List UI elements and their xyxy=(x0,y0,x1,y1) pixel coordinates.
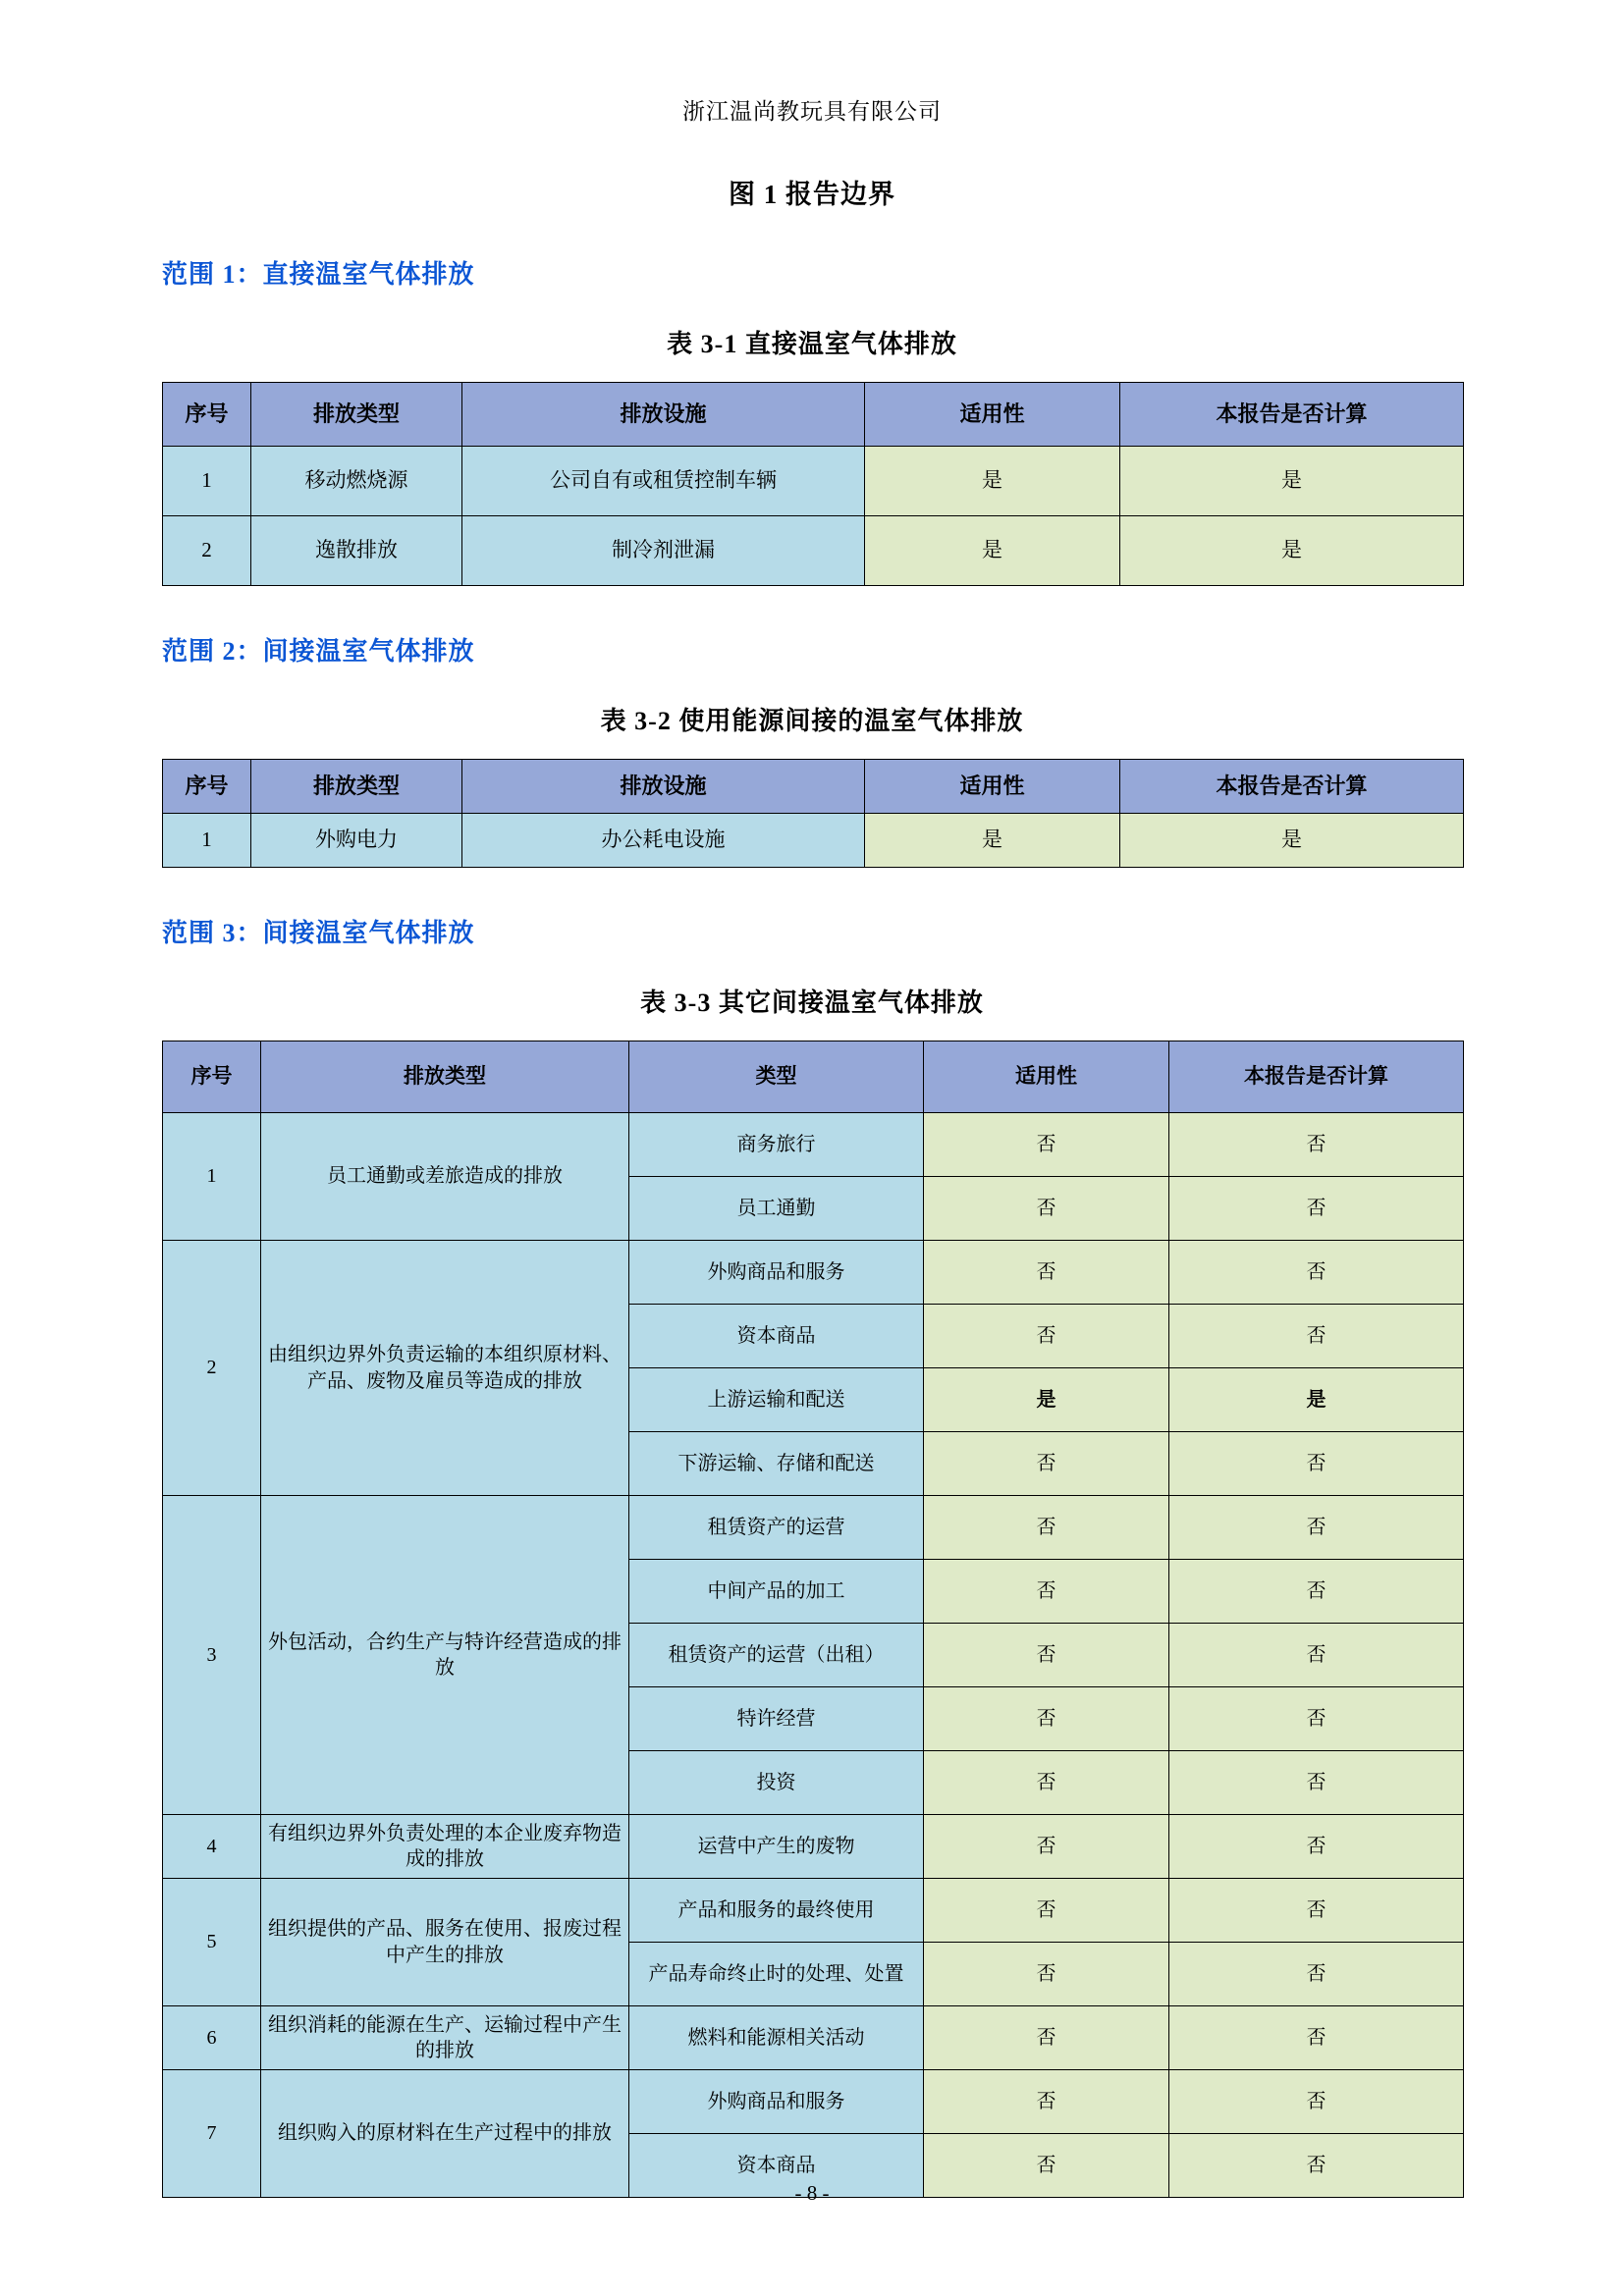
applicability: 是 xyxy=(865,814,1120,868)
table-header-row xyxy=(163,1041,1464,1113)
table-row xyxy=(163,1113,1464,1177)
row-index: 6 xyxy=(163,2006,261,2070)
column-header: 序号 xyxy=(163,760,251,814)
applicability: 否 xyxy=(924,2070,1169,2134)
emission-category: 员工通勤或差旅造成的排放 xyxy=(261,1113,629,1241)
emission-type: 逸散排放 xyxy=(251,516,462,586)
row-index: 5 xyxy=(163,1879,261,2006)
table-row xyxy=(163,2070,1464,2134)
counted-in-report: 否 xyxy=(1169,2070,1464,2134)
emission-category: 组织提供的产品、服务在使用、报废过程中产生的排放 xyxy=(261,1879,629,2006)
emission-type: 移动燃烧源 xyxy=(251,447,462,516)
emission-facility: 办公耗电设施 xyxy=(462,814,865,868)
emission-category: 有组织边界外负责处理的本企业废弃物造成的排放 xyxy=(261,1815,629,1879)
emission-facility: 公司自有或租赁控制车辆 xyxy=(462,447,865,516)
table-row xyxy=(163,1815,1464,1879)
row-index: 2 xyxy=(163,516,251,586)
emission-subtype: 外购商品和服务 xyxy=(629,1241,924,1305)
counted-in-report: 否 xyxy=(1169,1560,1464,1624)
column-header: 序号 xyxy=(163,1041,261,1113)
row-index: 7 xyxy=(163,2070,261,2198)
table-3-3 xyxy=(162,1041,1464,2198)
emission-subtype: 产品和服务的最终使用 xyxy=(629,1879,924,1943)
table-header-row xyxy=(163,760,1464,814)
counted-in-report: 是 xyxy=(1120,516,1464,586)
column-header: 序号 xyxy=(163,383,251,447)
table-row xyxy=(163,516,1464,586)
emission-category: 组织消耗的能源在生产、运输过程中产生的排放 xyxy=(261,2006,629,2070)
row-index: 3 xyxy=(163,1496,261,1815)
table-3-2 xyxy=(162,759,1464,868)
counted-in-report: 否 xyxy=(1169,2134,1464,2198)
table-row xyxy=(163,1879,1464,1943)
table-row xyxy=(163,814,1464,868)
applicability: 否 xyxy=(924,2134,1169,2198)
column-header: 排放设施 xyxy=(462,760,865,814)
counted-in-report: 否 xyxy=(1169,1113,1464,1177)
column-header: 排放设施 xyxy=(462,383,865,447)
emission-category: 外包活动，合约生产与特许经营造成的排放 xyxy=(261,1496,629,1815)
applicability: 否 xyxy=(924,1496,1169,1560)
counted-in-report: 否 xyxy=(1169,1177,1464,1241)
applicability: 否 xyxy=(924,1815,1169,1879)
applicability: 否 xyxy=(924,1751,1169,1815)
row-index: 1 xyxy=(163,814,251,868)
emission-facility: 制冷剂泄漏 xyxy=(462,516,865,586)
emission-subtype: 租赁资产的运营 xyxy=(629,1496,924,1560)
column-header: 适用性 xyxy=(865,383,1120,447)
counted-in-report: 是 xyxy=(1120,814,1464,868)
applicability: 否 xyxy=(924,1113,1169,1177)
scope-2-heading: 范围 2：间接温室气体排放 xyxy=(162,637,475,666)
row-index: 1 xyxy=(163,447,251,516)
column-header: 本报告是否计算 xyxy=(1169,1041,1464,1113)
applicability: 否 xyxy=(924,1687,1169,1751)
emission-subtype: 运营中产生的废物 xyxy=(629,1815,924,1879)
applicability: 否 xyxy=(924,1305,1169,1368)
emission-type: 外购电力 xyxy=(251,814,462,868)
table-row xyxy=(163,2006,1464,2070)
counted-in-report: 否 xyxy=(1169,1815,1464,1879)
emission-subtype: 员工通勤 xyxy=(629,1177,924,1241)
applicability: 否 xyxy=(924,1560,1169,1624)
scope-1-heading: 范围 1：直接温室气体排放 xyxy=(162,260,475,289)
row-index: 4 xyxy=(163,1815,261,1879)
emission-subtype: 商务旅行 xyxy=(629,1113,924,1177)
counted-in-report: 否 xyxy=(1169,1432,1464,1496)
counted-in-report: 否 xyxy=(1169,1943,1464,2006)
emission-subtype: 燃料和能源相关活动 xyxy=(629,2006,924,2070)
page-number: - 8 - xyxy=(794,2181,830,2205)
counted-in-report: 否 xyxy=(1169,1496,1464,1560)
emission-subtype: 特许经营 xyxy=(629,1687,924,1751)
applicability: 是 xyxy=(924,1368,1169,1432)
column-header: 类型 xyxy=(629,1041,924,1113)
counted-in-report: 否 xyxy=(1169,1624,1464,1687)
column-header: 适用性 xyxy=(924,1041,1169,1113)
counted-in-report: 否 xyxy=(1169,1687,1464,1751)
emission-category: 由组织边界外负责运输的本组织原材料、产品、废物及雇员等造成的排放 xyxy=(261,1241,629,1496)
counted-in-report: 否 xyxy=(1169,1751,1464,1815)
row-index: 1 xyxy=(163,1113,261,1241)
table-3-3-title: 表 3-3 其它间接温室气体排放 xyxy=(640,988,984,1017)
counted-in-report: 否 xyxy=(1169,2006,1464,2070)
applicability: 否 xyxy=(924,1624,1169,1687)
page-header: 浙江温尚教玩具有限公司 xyxy=(682,99,942,124)
column-header: 排放类型 xyxy=(251,383,462,447)
table-row xyxy=(163,1496,1464,1560)
applicability: 否 xyxy=(924,1943,1169,2006)
table-3-2-title: 表 3-2 使用能源间接的温室气体排放 xyxy=(600,707,1024,735)
applicability: 否 xyxy=(924,1879,1169,1943)
counted-in-report: 否 xyxy=(1169,1305,1464,1368)
applicability: 是 xyxy=(865,516,1120,586)
column-header: 排放类型 xyxy=(251,760,462,814)
emission-category: 组织购入的原材料在生产过程中的排放 xyxy=(261,2070,629,2198)
column-header: 本报告是否计算 xyxy=(1120,760,1464,814)
emission-subtype: 资本商品 xyxy=(629,2134,924,2198)
applicability: 否 xyxy=(924,2006,1169,2070)
table-3-1-title: 表 3-1 直接温室气体排放 xyxy=(667,330,957,358)
applicability: 是 xyxy=(865,447,1120,516)
emission-subtype: 产品寿命终止时的处理、处置 xyxy=(629,1943,924,2006)
emission-subtype: 外购商品和服务 xyxy=(629,2070,924,2134)
emission-subtype: 投资 xyxy=(629,1751,924,1815)
applicability: 否 xyxy=(924,1241,1169,1305)
emission-subtype: 下游运输、存储和配送 xyxy=(629,1432,924,1496)
emission-subtype: 上游运输和配送 xyxy=(629,1368,924,1432)
table-row xyxy=(163,1241,1464,1305)
column-header: 本报告是否计算 xyxy=(1120,383,1464,447)
column-header: 排放类型 xyxy=(261,1041,629,1113)
counted-in-report: 否 xyxy=(1169,1241,1464,1305)
table-row xyxy=(163,447,1464,516)
applicability: 否 xyxy=(924,1432,1169,1496)
scope-3-heading: 范围 3：间接温室气体排放 xyxy=(162,919,475,947)
figure-title: 图 1 报告边界 xyxy=(729,180,895,209)
row-index: 2 xyxy=(163,1241,261,1496)
table-3-1 xyxy=(162,382,1464,586)
counted-in-report: 是 xyxy=(1120,447,1464,516)
counted-in-report: 是 xyxy=(1169,1368,1464,1432)
emission-subtype: 中间产品的加工 xyxy=(629,1560,924,1624)
emission-subtype: 租赁资产的运营（出租） xyxy=(629,1624,924,1687)
table-header-row xyxy=(163,383,1464,447)
applicability: 否 xyxy=(924,1177,1169,1241)
emission-subtype: 资本商品 xyxy=(629,1305,924,1368)
counted-in-report: 否 xyxy=(1169,1879,1464,1943)
column-header: 适用性 xyxy=(865,760,1120,814)
